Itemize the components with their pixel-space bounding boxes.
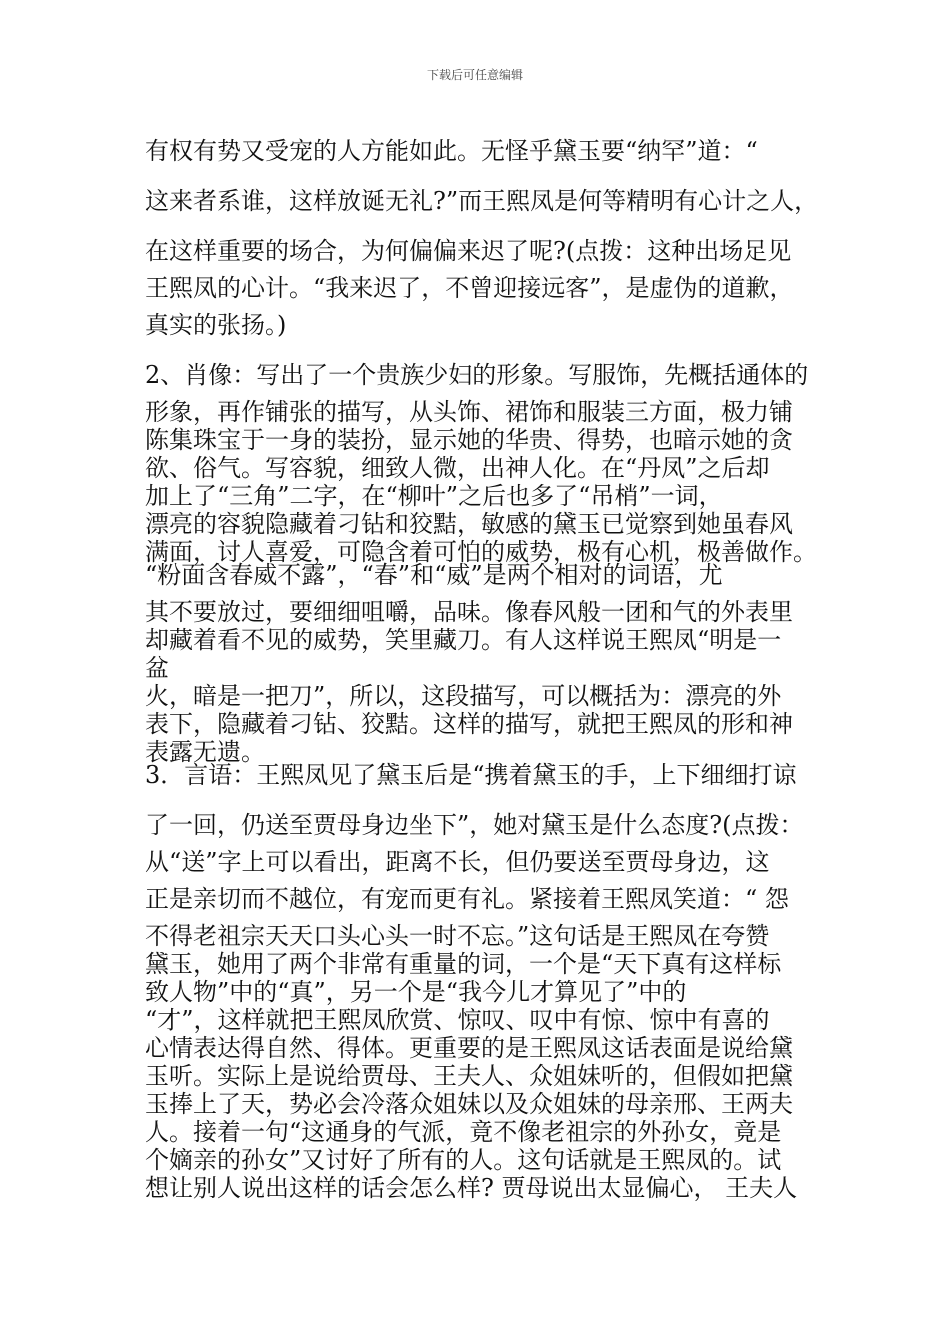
text-line: 玉听。实际上是说给贾母、王夫人、众姐妹听的，但假如把黛	[145, 1062, 793, 1090]
text-line: 这来者系谁，这样放诞无礼?”而王熙凤是何等精明有心计之人，	[145, 187, 819, 215]
text-line: 在这样重要的场合，为何偏偏来迟了呢?(点拨：这种出场足见	[145, 237, 792, 265]
text-line: 加上了“三角”二字，在“柳叶”之后也多了“吊梢”一词，	[145, 482, 723, 510]
text-line: 火，暗是一把刀”，所以，这段描写，可以概括为：漂亮的外	[145, 682, 782, 710]
text-line: 漂亮的容貌隐藏着刁钻和狡黠，敏感的黛玉已觉察到她虽春风	[145, 510, 793, 538]
text-line: 从“送”字上可以看出，距离不长，但仍要送至贾母身边，这	[145, 848, 770, 876]
text-line: 满面，讨人喜爱，可隐含着可怕的威势，极有心机，极善做作。	[145, 538, 817, 566]
text-line: “才”，这样就把王熙凤欣赏、惊叹、叹中有惊、惊中有喜的	[145, 1006, 770, 1034]
text-line: 心情表达得自然、得体。更重要的是王熙凤这话表面是说给黛	[145, 1034, 793, 1062]
page-header: 下载后可任意编辑	[426, 68, 523, 82]
text-line: 致人物”中的“真”，另一个是“我今儿才算见了”中的	[145, 978, 687, 1006]
text-line: 盆	[145, 654, 169, 682]
text-line: 王熙凤的心计。“我来迟了，不曾迎接远客”，是虚伪的道歉，	[145, 274, 794, 302]
text-line: 想让别人说出这样的话会怎么样? 贾母说出太显偏心， 王夫人	[145, 1174, 798, 1202]
text-line: 黛玉，她用了两个非常有重量的词，一个是“天下真有这样标	[145, 950, 782, 978]
text-line: 有权有势又受宠的人方能如此。无怪乎黛玉要“纳罕”道：“	[145, 137, 758, 165]
text-line: 玉捧上了天，势必会冷落众姐妹以及众姐妹的母亲邢、王两夫	[145, 1090, 793, 1118]
text-line: 陈集珠宝于一身的装扮，显示她的华贵、得势，也暗示她的贪	[145, 426, 793, 454]
text-line: 真实的张扬。)	[145, 311, 287, 339]
text-line: 3．言语：王熙凤见了黛玉后是“携着黛玉的手，上下细细打谅	[145, 761, 797, 789]
text-line: 欲、俗气。写容貌，细致人微，出神人化。在“丹凤”之后却	[145, 454, 770, 482]
text-line: 表露无遗。	[145, 738, 265, 766]
text-line: 个嫡亲的孙女”又讨好了所有的人。这句话就是王熙凤的。试	[145, 1146, 782, 1174]
text-line: 正是亲切而不越位，有宠而更有礼。紧接着王熙凤笑道：“ 怨	[145, 885, 789, 913]
text-line: “粉面含春威不露”，“春”和“威”是两个相对的词语，尤	[145, 561, 723, 589]
text-line: 了一回，仍送至贾母身边坐下”，她对黛玉是什么态度?(点拨：	[145, 811, 804, 839]
text-line: 却藏着看不见的威势，笑里藏刀。有人这样说王熙凤“明是一	[145, 626, 782, 654]
text-line: 表下，隐藏着刁钻、狡黠。这样的描写，就把王熙凤的形和神	[145, 710, 793, 738]
text-line: 形象，再作铺张的描写，从头饰、裙饰和服装三方面，极力铺	[145, 398, 793, 426]
text-line: 其不要放过，要细细咀嚼，品味。像春风般一团和气的外表里	[145, 598, 793, 626]
text-line: 2、肖像：写出了一个贵族少妇的形象。写服饰，先概括通体的	[145, 361, 809, 389]
text-line: 不得老祖宗天天口头心头一时不忘。”这句话是王熙凤在夸赞	[145, 922, 770, 950]
text-line: 人。接着一句“这通身的气派，竟不像老祖宗的外孙女，竟是	[145, 1118, 782, 1146]
